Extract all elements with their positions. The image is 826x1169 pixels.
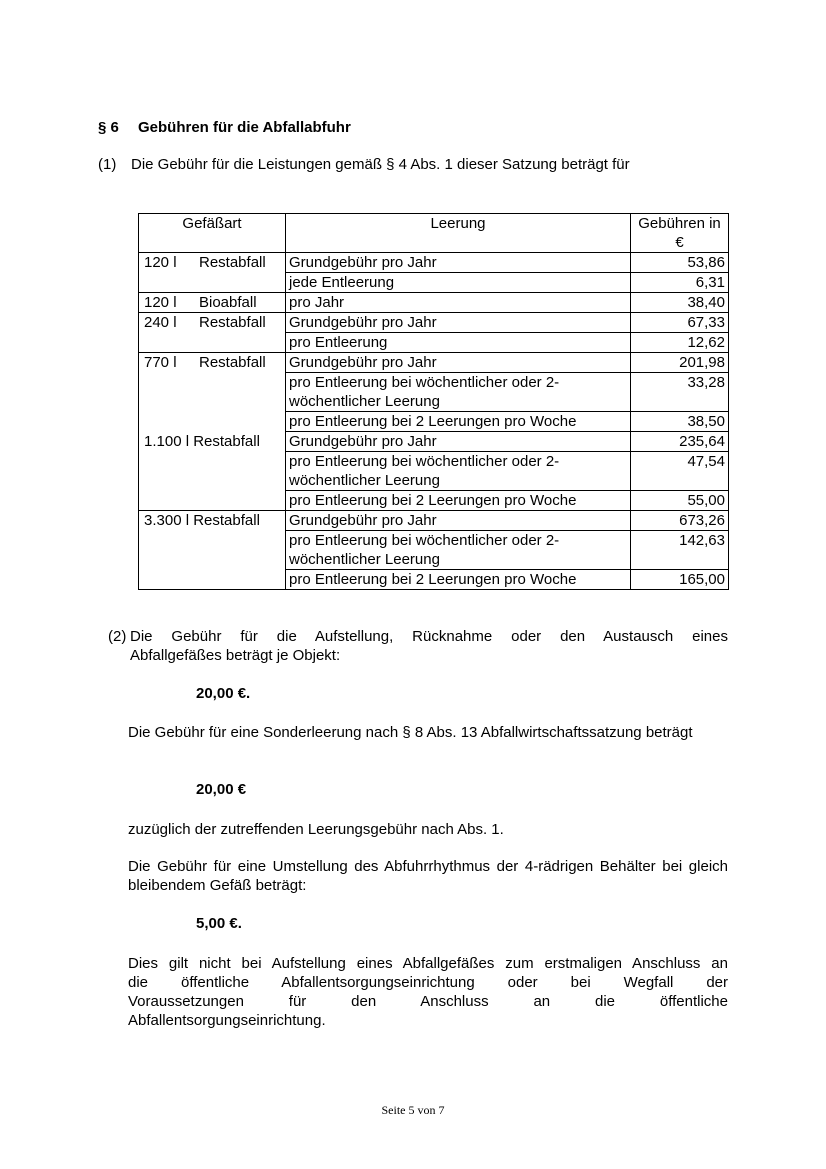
leerung-cell: Grundgebühr pro Jahr bbox=[286, 353, 631, 373]
paragraph-2-line1: Die Gebühr für die Aufstellung, Rücknahme oder den Austausch eines bbox=[130, 628, 728, 645]
table-row bbox=[139, 253, 729, 273]
page-footer: Seite 5 von 7 bbox=[381, 1103, 445, 1117]
table-row bbox=[139, 491, 729, 511]
fee-cell: 38,40 bbox=[631, 293, 729, 313]
fee-cell: 673,26 bbox=[631, 511, 729, 531]
gefaess-volume: 240 l bbox=[144, 314, 177, 331]
gefaessart-cell bbox=[139, 531, 286, 570]
fee-cell: 47,54 bbox=[631, 452, 729, 491]
table-row bbox=[139, 373, 729, 412]
leerung-cell: Grundgebühr pro Jahr bbox=[286, 313, 631, 333]
gefaess-type: Restabfall bbox=[193, 432, 260, 450]
gefaess-volume: 770 l bbox=[144, 354, 177, 371]
leerung-cell: pro Entleerung bei wöchentlicher oder 2-wöchentlicher Leerung bbox=[286, 373, 631, 412]
section-number: § 6 bbox=[98, 119, 119, 136]
header-gefaessart: Gefäßart bbox=[139, 214, 286, 253]
gefaessart-cell bbox=[139, 511, 286, 531]
gefaessart-cell bbox=[139, 273, 286, 293]
leerung-cell: Grundgebühr pro Jahr bbox=[286, 253, 631, 273]
table-row bbox=[139, 432, 729, 452]
section-title: Gebühren für die Abfallabfuhr bbox=[138, 119, 351, 136]
table-row bbox=[139, 333, 729, 353]
fee-table-header-row bbox=[139, 214, 729, 253]
fee-table-body bbox=[139, 253, 729, 590]
leerung-cell: jede Entleerung bbox=[286, 273, 631, 293]
table-row bbox=[139, 412, 729, 432]
paragraph-2-number: (2) bbox=[108, 628, 127, 645]
dies-gilt-text bbox=[128, 954, 728, 1030]
fee-cell: 235,64 bbox=[631, 432, 729, 452]
fee-cell: 33,28 bbox=[631, 373, 729, 412]
table-row bbox=[139, 570, 729, 590]
gefaess-volume: 3.300 l bbox=[144, 512, 190, 529]
fee-cell: 201,98 bbox=[631, 353, 729, 373]
leerung-cell: pro Entleerung bei wöchentlicher oder 2-wöchentlicher Leerung bbox=[286, 531, 631, 570]
dies-gilt-line: Dies gilt nicht bei Aufstellung eines Abfallgefäßes zum erstmaligen Anschluss an bbox=[128, 955, 728, 972]
fee-cell: 53,86 bbox=[631, 253, 729, 273]
table-row bbox=[139, 293, 729, 313]
leerung-cell: Grundgebühr pro Jahr bbox=[286, 511, 631, 531]
dies-gilt-line: Voraussetzungen für den Anschluss an die öffentliche bbox=[128, 993, 728, 1010]
amount-aufstellung: 20,00 €. bbox=[196, 685, 251, 702]
gefaessart-cell bbox=[139, 570, 286, 590]
gefaessart-cell bbox=[139, 333, 286, 353]
gefaessart-cell bbox=[139, 293, 286, 313]
paragraph-2-line2: Abfallgefäßes beträgt je Objekt: bbox=[130, 647, 341, 664]
header-leerung: Leerung bbox=[286, 214, 631, 253]
table-row bbox=[139, 313, 729, 333]
fee-cell: 165,00 bbox=[631, 570, 729, 590]
section-heading bbox=[98, 119, 351, 136]
header-gebuehren bbox=[631, 214, 729, 253]
table-row bbox=[139, 452, 729, 491]
gefaess-type: Restabfall bbox=[199, 254, 266, 271]
amount-sonderleerung: 20,00 € bbox=[196, 781, 247, 798]
gefaessart-cell bbox=[139, 313, 286, 333]
amount-umstellung: 5,00 €. bbox=[196, 915, 242, 932]
gefaessart-cell bbox=[139, 253, 286, 273]
leerung-cell: pro Jahr bbox=[286, 293, 631, 313]
zuzueglich-text: zuzüglich der zutreffenden Leerungsgebühr nach Abs. 1. bbox=[128, 821, 504, 838]
gefaess-volume: 1.100 l bbox=[144, 432, 190, 450]
gefaess-type: Restabfall bbox=[199, 354, 266, 371]
paragraph-1-text: Die Gebühr für die Leistungen gemäß § 4 Abs. 1 dieser Satzung beträgt für bbox=[131, 156, 630, 173]
dies-gilt-line: Abfallentsorgungseinrichtung. bbox=[128, 1012, 326, 1029]
umstellung-text: Die Gebühr für eine Umstellung des Abfuhrrhythmus der 4-rädrigen Behälter bei gleich bleibendem Gefäß beträgt: bbox=[128, 858, 728, 894]
gefaessart-cell bbox=[139, 353, 286, 373]
gefaessart-cell bbox=[139, 412, 286, 432]
table-row bbox=[139, 511, 729, 531]
leerung-cell: pro Entleerung bei 2 Leerungen pro Woche bbox=[286, 412, 631, 432]
leerung-cell: pro Entleerung bbox=[286, 333, 631, 353]
leerung-cell: pro Entleerung bei wöchentlicher oder 2-wöchentlicher Leerung bbox=[286, 452, 631, 491]
paragraph-1 bbox=[98, 156, 630, 173]
sonderleerung-text: Die Gebühr für eine Sonderleerung nach § 8 Abs. 13 Abfallwirtschaftssatzung beträgt bbox=[128, 724, 693, 741]
fee-cell: 67,33 bbox=[631, 313, 729, 333]
fee-cell: 142,63 bbox=[631, 531, 729, 570]
leerung-cell: pro Entleerung bei 2 Leerungen pro Woche bbox=[286, 491, 631, 511]
paragraph-2 bbox=[108, 627, 728, 665]
header-gebuehren-label: Gebühren in € bbox=[638, 215, 721, 251]
table-row bbox=[139, 273, 729, 293]
gefaess-volume: 120 l bbox=[144, 254, 177, 271]
gefaess-type: Bioabfall bbox=[199, 294, 257, 311]
gefaessart-cell bbox=[139, 373, 286, 412]
fee-cell: 55,00 bbox=[631, 491, 729, 511]
table-row bbox=[139, 353, 729, 373]
fee-cell: 6,31 bbox=[631, 273, 729, 293]
gefaess-type: Restabfall bbox=[199, 314, 266, 331]
leerung-cell: pro Entleerung bei 2 Leerungen pro Woche bbox=[286, 570, 631, 590]
paragraph-1-number: (1) bbox=[98, 156, 117, 173]
leerung-cell: Grundgebühr pro Jahr bbox=[286, 432, 631, 452]
dies-gilt-line: die öffentliche Abfallentsorgungseinrichtung oder bei Wegfall der bbox=[128, 974, 728, 991]
gefaessart-cell bbox=[139, 432, 286, 452]
gefaessart-cell bbox=[139, 491, 286, 511]
fee-table bbox=[138, 213, 729, 590]
gefaess-volume: 120 l bbox=[144, 294, 177, 311]
gefaess-type: Restabfall bbox=[193, 512, 260, 529]
gefaessart-cell bbox=[139, 452, 286, 491]
table-row bbox=[139, 531, 729, 570]
fee-cell: 12,62 bbox=[631, 333, 729, 353]
fee-cell: 38,50 bbox=[631, 412, 729, 432]
